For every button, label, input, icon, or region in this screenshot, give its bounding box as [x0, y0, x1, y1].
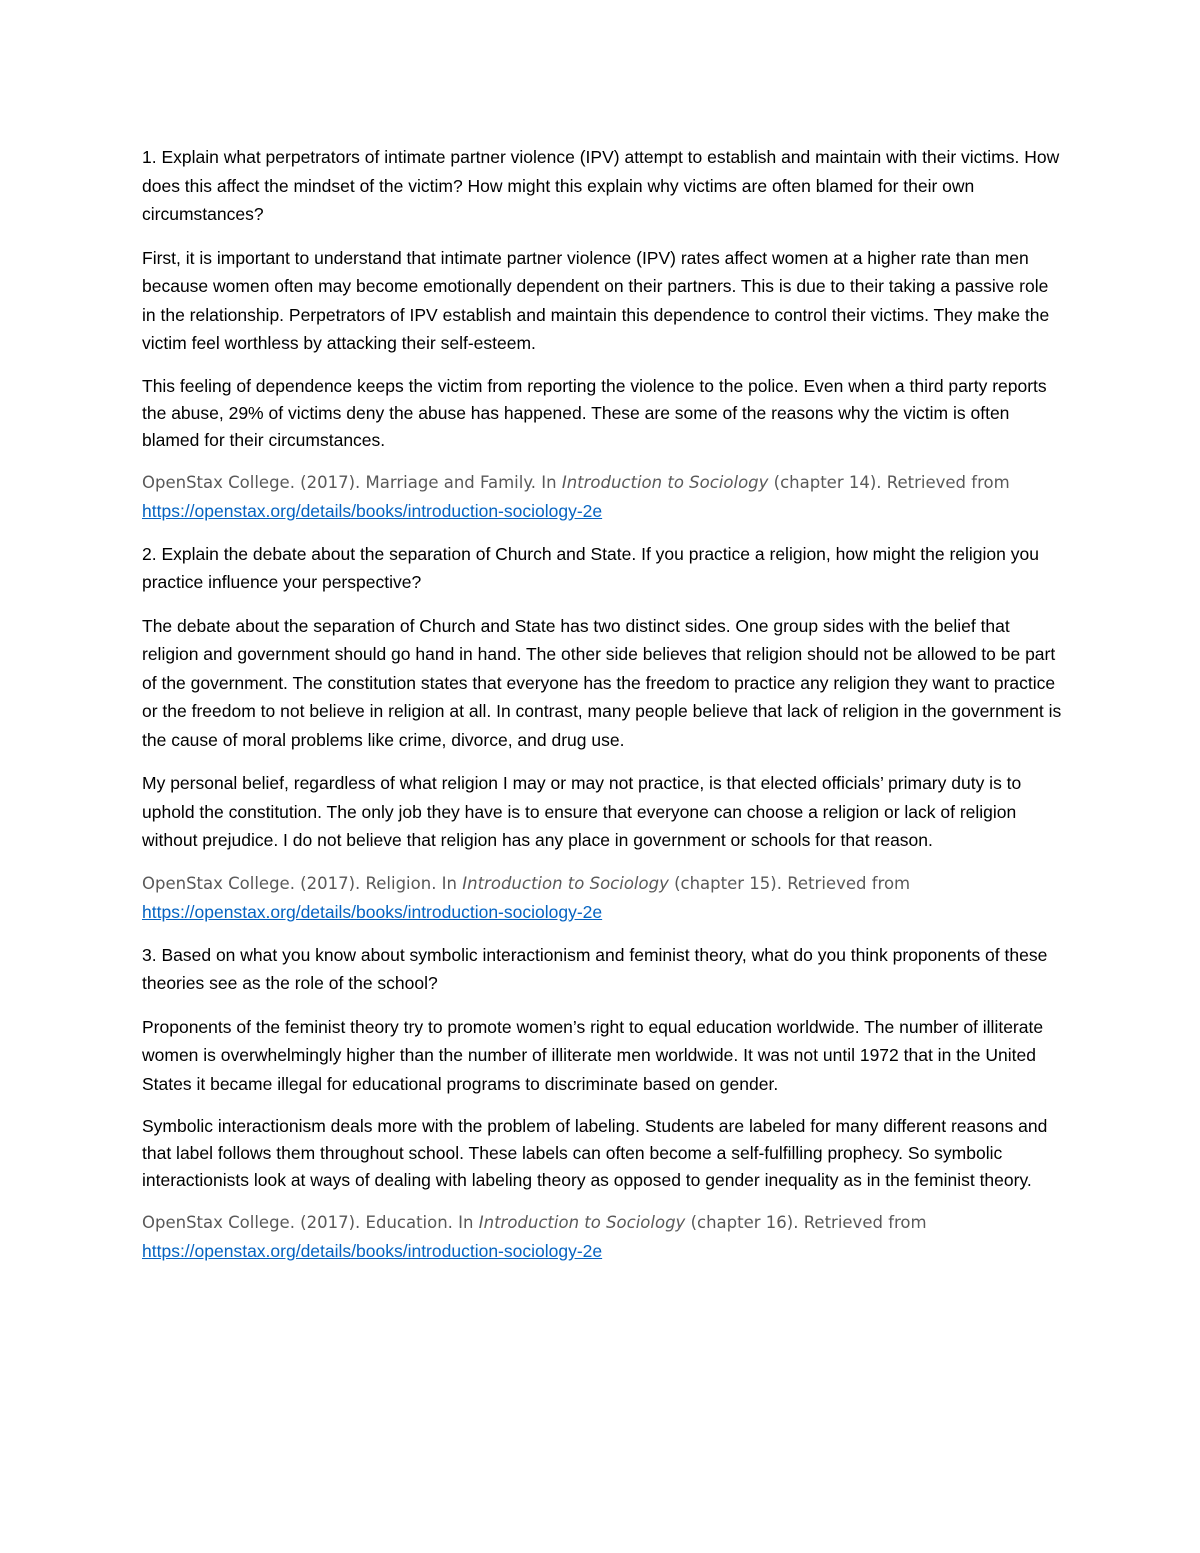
citation-3-book: Introduction to Sociology	[478, 1213, 686, 1232]
answer-2-paragraph-1: The debate about the separation of Church and State has two distinct sides. One group sides with the belief that religion and government should go hand in hand. The other side believes that religion should not be allowed to be part of the government. The constitution states that everyone has the freedom to practice any religion they want to practice or the freedom to not believe in religion at all. In contrast, many people believe that lack of religion in the government is the cause of moral problems like crime, divorce, and drug use.	[142, 615, 1062, 750]
document-body	[142, 143, 1062, 1280]
citation-1-suffix: (chapter 14). Retrieved from	[768, 472, 1010, 492]
answer-2-paragraph-2: My personal belief, regardless of what religion I may or may not practice, is that elected officials’ primary duty is to uphold the constitution. The only job they have is to ensure that everyone can choose a religion or lack of religion without prejudice. I do not believe that religion has any place in government or schools for that reason.	[142, 773, 1022, 850]
citation-2	[142, 870, 1062, 927]
citation-2-book: Introduction to Sociology	[462, 873, 669, 893]
citation-3	[142, 1209, 1062, 1266]
question-1: 1. Explain what perpetrators of intimate partner violence (IPV) attempt to establish and maintain with their victims. How does this affect the mindset of the victim? How might this explain why victims are often blamed for their own circumstances?	[142, 147, 1060, 224]
citation-3-suffix: (chapter 16). Retrieved from	[685, 1213, 927, 1232]
citation-3-prefix: OpenStax College. (2017). Education. In	[142, 1213, 479, 1232]
answer-1-paragraph-2: This feeling of dependence keeps the victim from reporting the violence to the police. Even when a third party reports the abuse, 29% of victims deny the abuse has happened. These are some of the reasons why the victim is often blamed for their circumstances.	[142, 375, 1047, 450]
citation-1	[142, 469, 1062, 526]
answer-1-paragraph-1: First, it is important to understand that intimate partner violence (IPV) rates affect women at a higher rate than men because women often may become emotionally dependent on their partners. This is due to their taking a passive role in the relationship. Perpetrators of IPV establish and maintain this dependence to control their victims. They make the victim feel worthless by attacking their self-esteem.	[142, 247, 1050, 353]
answer-3-paragraph-1: Proponents of the feminist theory try to promote women’s right to equal education worldwide. The number of illiterate women is overwhelmingly higher than the number of illiterate men worldwide. It was not until 1972 that in the United States it became illegal for educational programs to discriminate based on gender.	[142, 1016, 1044, 1094]
citation-1-link[interactable]: https://openstax.org/details/books/introduction-sociology-2e	[142, 500, 603, 521]
citation-2-prefix: OpenStax College. (2017). Religion. In	[142, 873, 463, 893]
answer-3-paragraph-2: Symbolic interactionism deals more with the problem of labeling. Students are labeled for many different reasons and that label follows them throughout school. These labels can often become a self-fulfilling prophecy. So symbolic interactionists look at ways of dealing with labeling theory as opposed to gender inequality as in the feminist theory.	[142, 1116, 1048, 1190]
citation-1-book: Introduction to Sociology	[561, 472, 769, 492]
citation-3-link[interactable]: https://openstax.org/details/books/introduction-sociology-2e	[142, 1241, 603, 1261]
citation-2-link[interactable]: https://openstax.org/details/books/introduction-sociology-2e	[142, 901, 603, 922]
question-2: 2. Explain the debate about the separation of Church and State. If you practice a religion, how might the religion you practice influence your perspective?	[142, 543, 1039, 592]
question-3: 3. Based on what you know about symbolic interactionism and feminist theory, what do you think proponents of these theories see as the role of the school?	[142, 944, 1048, 993]
citation-2-suffix: (chapter 15). Retrieved from	[668, 873, 911, 893]
citation-1-prefix: OpenStax College. (2017). Marriage and Family. In	[142, 472, 562, 492]
